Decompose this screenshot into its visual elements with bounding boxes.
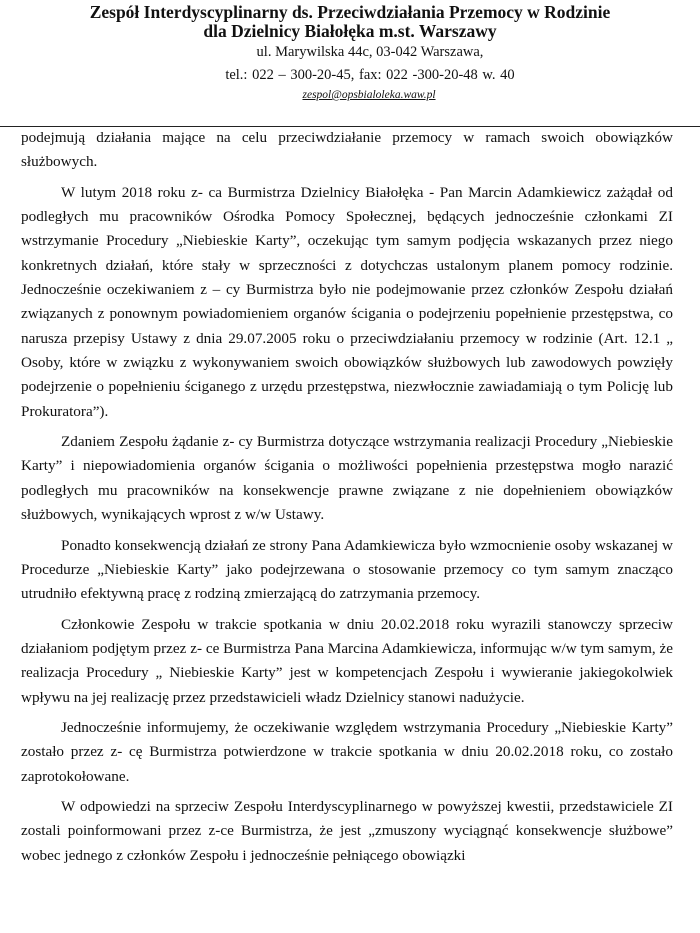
letterhead-address: ul. Marywilska 44c, 03-042 Warszawa, xyxy=(256,44,484,60)
letterhead-title-line2: dla Dzielnicy Białołęka m.st. Warszawy xyxy=(203,21,497,41)
letterhead-title-line1: Zespół Interdyscyplinarny ds. Przeciwdziałania Przemocy w Rodzinie xyxy=(89,2,611,22)
paragraph-2: W lutym 2018 roku z- ca Burmistrza Dzielnicy Białołęka - Pan Marcin Adamkiewicz zażądał od podległych mu pracowników Ośrodka Pomocy Społecznej, będących jednocześnie członkami ZI wstrzymanie Procedury „Niebieskie Karty”, oczekując tym samym podjęcia wskazanych przez niego konkretnych działań, które stały w sprzeczności z dotychczas ustalonym planem pomocy rodzinie. Jednocześnie oczekiwaniem z – cy Burmistrza było nie podejmowanie przez członków Zespołu działań związanych z ponownym powiadomieniem organów ścigania o podejrzeniu popełnienie przestępstwa, co narusza przepisy Ustawy z dnia 29.07.2005 roku o przeciwdziałaniu przemocy w rodzinie (Art. 12.1 „ Osoby, które w związku z wykonywaniem swoich obowiązków służbowych lub zawodowych powzięły podejrzenie o popełnieniu ściganego z urzędu przestępstwa, niezwłocznie zawiadamiają o tym Policję lub Prokuratora”). xyxy=(21,183,673,420)
paragraph-7: W odpowiedzi na sprzeciw Zespołu Interdyscyplinarnego w powyższej kwestii, przedstawiciele ZI zostali poinformowani przez z-ce Burmistrza, że jest „zmuszony wyciągnąć konsekwencje służbowe” wobec jednego z członków Zespołu i jednocześnie pełniącego obowiązki xyxy=(21,797,673,864)
letterhead-phone: tel.: 022 – 300-20-45, fax: 022 -300-20-48 w. 40 xyxy=(225,67,515,83)
paragraph-1: podejmują działania mające na celu przeciwdziałanie przemocy w ramach swoich obowiązków służbowych. xyxy=(21,129,673,171)
letterhead-email: zespol@opsbialoleka.waw.pl xyxy=(302,89,436,101)
letter-body xyxy=(21,126,673,868)
paragraph-3: Zdaniem Zespołu żądanie z- cy Burmistrza dotyczące wstrzymania realizacji Procedury „Niebieskie Karty” i niepowiadomienia organów ścigania o możliwości popełnienia przestępstwa mogło narazić podległych mu pracowników na konsekwencje prawne związane z nie dopełnieniem obowiązków służbowych, wynikających wprost z w/w Ustawy. xyxy=(21,433,673,524)
paragraph-6: Jednocześnie informujemy, że oczekiwanie względem wstrzymania Procedury „Niebieskie Karty” zostało przez z- cę Burmistrza potwierdzone w trakcie spotkania w dniu 20.02.2018 roku, co zostało zaprotokołowane. xyxy=(21,718,673,785)
paragraph-5: Członkowie Zespołu w trakcie spotkania w dniu 20.02.2018 roku wyrazili stanowczy sprzeciw działaniom podjętym przez z- ce Burmistrza Pana Marcina Adamkiewicza, informując w/w tym samym, że realizacja Procedury „ Niebieskie Karty” jest w kompetencjach Zespołu i wywieranie jakiegokolwiek wpływu na jej realizację przez przedstawicieli władz Dzielnicy stanowi nadużycie. xyxy=(21,615,673,706)
paragraph-4: Ponadto konsekwencją działań ze strony Pana Adamkiewicza było wzmocnienie osoby wskazanej w Procedurze „Niebieskie Karty” jako podejrzewana o stosowanie przemocy co tym samym znacząco utrudniło efektywną pracę z rodziną zmierzającą do zatrzymania przemocy. xyxy=(21,536,673,603)
letterhead xyxy=(0,3,700,103)
